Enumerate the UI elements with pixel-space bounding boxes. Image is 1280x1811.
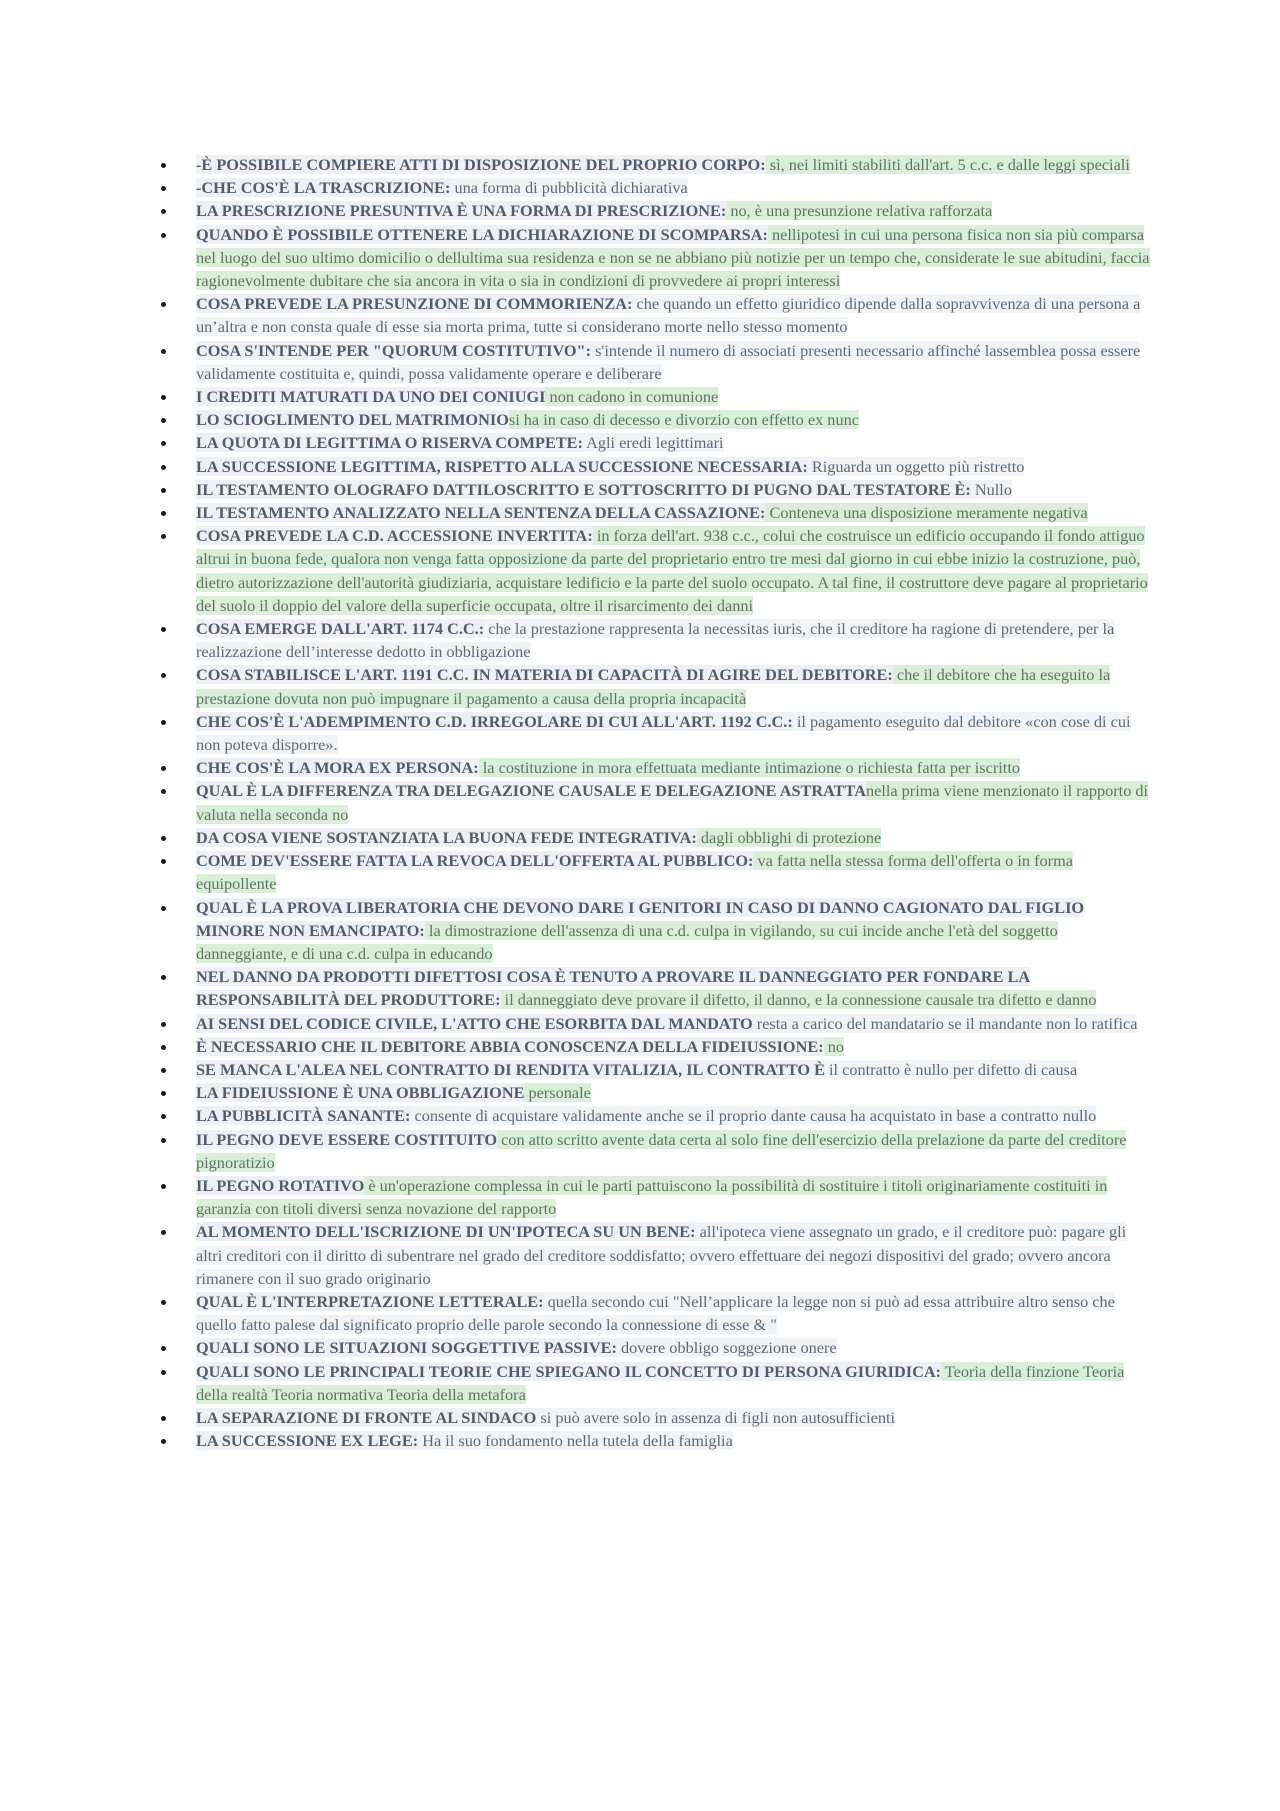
- list-item: [152, 1220, 1150, 1290]
- list-item: [152, 478, 1150, 501]
- list-item: [152, 385, 1150, 408]
- highlighted-answer-text: non cadono in comunione: [545, 387, 719, 407]
- question-text: COSA STABILISCE L'ART. 1191 C.C. IN MATERIA DI CAPACITÀ DI AGIRE DEL DEBITORE:: [196, 665, 893, 685]
- question-text: AI SENSI DEL CODICE CIVILE, L'ATTO CHE ESORBITA DAL MANDATO: [196, 1013, 753, 1033]
- bullet-icon: [161, 859, 166, 864]
- list-item: [152, 896, 1150, 966]
- question-text: IL PEGNO DEVE ESSERE COSTITUITO: [196, 1129, 498, 1149]
- list-item: [152, 1336, 1150, 1359]
- question-text: LA PRESCRIZIONE PRESUNTIVA È UNA FORMA DI PRESCRIZIONE:: [196, 201, 727, 221]
- list-item: [152, 176, 1150, 199]
- question-text: QUALI SONO LE PRINCIPALI TEORIE CHE SPIEGANO IL CONCETTO DI PERSONA GIURIDICA:: [196, 1361, 942, 1381]
- list-item: [152, 1360, 1150, 1406]
- highlighted-answer-text: dagli obblighi di protezione: [696, 827, 882, 847]
- question-text: LA SUCCESSIONE EX LEGE:: [196, 1431, 419, 1451]
- question-text: SE MANCA L'ALEA NEL CONTRATTO DI RENDITA VITALIZIA, IL CONTRATTO È: [196, 1059, 825, 1079]
- highlighted-answer-text: va fatta nella stessa forma dell'offerta o in forma equipollente: [196, 851, 1073, 894]
- question-text: COSA S'INTENDE PER "QUORUM COSTITUTIVO":: [196, 340, 591, 360]
- list-item: [152, 223, 1150, 293]
- list-item: [152, 431, 1150, 454]
- highlighted-answer-text: con atto scritto avente data certa al solo fine dell'esercizio della prelazione da parte del creditore pignoratizio: [196, 1129, 1127, 1172]
- bullet-icon: [161, 1091, 166, 1096]
- question-text: NEL DANNO DA PRODOTTI DIFETTOSI COSA È TENUTO A PROVARE IL DANNEGGIATO PER FONDARE LA RESPONSABILITÀ DEL PRODUTTORE:: [196, 967, 1031, 1010]
- bullet-icon: [161, 302, 166, 307]
- bullet-icon: [161, 1068, 166, 1073]
- bullet-icon: [161, 673, 166, 678]
- bullet-icon: [161, 488, 166, 493]
- bullet-icon: [161, 395, 166, 400]
- question-text: QUAL È LA PROVA LIBERATORIA CHE DEVONO DARE I GENITORI IN CASO DI DANNO CAGIONATO DAL FIGLIO MINORE NON EMANCIPATO:: [196, 897, 1085, 940]
- question-text: LA QUOTA DI LEGITTIMA O RISERVA COMPETE:: [196, 433, 583, 453]
- bullet-icon: [161, 720, 166, 725]
- list-item: [152, 153, 1150, 176]
- list-item: [152, 756, 1150, 779]
- answer-text: consente di acquistare validamente anche se il proprio dante causa ha acquistato in base a contratto nullo: [410, 1106, 1097, 1126]
- question-text: QUANDO È POSSIBILE OTTENERE LA DICHIARAZIONE DI SCOMPARSA:: [196, 224, 768, 244]
- list-item: [152, 501, 1150, 524]
- answer-text: dovere obbligo soggezione onere: [616, 1338, 837, 1358]
- bullet-icon: [161, 1439, 166, 1444]
- highlighted-answer-text: Conteneva una disposizione meramente negativa: [765, 503, 1088, 523]
- question-text: AL MOMENTO DELL'ISCRIZIONE DI UN'IPOTECA SU UN BENE:: [196, 1222, 696, 1242]
- answer-text: resta a carico del mandatario se il mandante non lo ratifica: [752, 1013, 1138, 1033]
- list-item: [152, 408, 1150, 431]
- highlighted-answer-text: sì, nei limiti stabiliti dall'art. 5 c.c. e dalle leggi speciali: [765, 155, 1130, 174]
- question-text: IL PEGNO ROTATIVO: [196, 1175, 365, 1195]
- bullet-icon: [161, 975, 166, 980]
- answer-text: Riguarda un oggetto più ristretto: [807, 456, 1025, 476]
- answer-text: quella secondo cui "Nell’applicare la legge non si può ad essa attribuire altro senso che quello fatto palese dal significato proprio delle parole secondo la connessione di esse & ": [196, 1291, 1115, 1335]
- bullet-icon: [161, 1114, 166, 1119]
- answer-text: s'intende il numero di associati presenti necessario affinché lassemblea possa essere validamente costituita e, quindi, possa validamente operare e deliberare: [196, 340, 1141, 383]
- highlighted-answer-text: si ha in caso di decesso e divorzio con effetto ex nunc: [508, 410, 859, 430]
- bullet-icon: [161, 1184, 166, 1189]
- answer-text: il contratto è nullo per difetto di causa: [824, 1059, 1078, 1079]
- list-item: [152, 1128, 1150, 1174]
- question-text: QUAL È L'INTERPRETAZIONE LETTERALE:: [196, 1291, 544, 1311]
- question-text: IL TESTAMENTO ANALIZZATO NELLA SENTENZA DELLA CASSAZIONE:: [196, 503, 766, 523]
- list-item: [152, 1290, 1150, 1336]
- answer-text: Agli eredi legittimari: [582, 433, 724, 453]
- list-item: [152, 779, 1150, 825]
- bullet-icon: [161, 766, 166, 771]
- list-item: [152, 1406, 1150, 1429]
- list-item: [152, 710, 1150, 756]
- bullet-icon: [161, 186, 166, 191]
- bullet-icon: [161, 1138, 166, 1143]
- list-item: [152, 1035, 1150, 1058]
- highlighted-answer-text: personale: [524, 1083, 591, 1103]
- question-text: LA FIDEIUSSIONE È UNA OBBLIGAZIONE: [196, 1083, 525, 1103]
- answer-text: che quando un effetto giuridico dipende dalla sopravvivenza di una persona a un’altra e non consta quale di esse sia morta prima, tutte si considerano morte nello stesso momento: [196, 294, 1141, 337]
- bullet-icon: [161, 511, 166, 516]
- list-item: [152, 965, 1150, 1011]
- question-text: LA SUCCESSIONE LEGITTIMA, RISPETTO ALLA SUCCESSIONE NECESSARIA:: [196, 456, 808, 476]
- highlighted-answer-text: la costituzione in mora effettuata mediante intimazione o richiesta fatta per iscritto: [478, 758, 1020, 778]
- highlighted-answer-text: è un'operazione complessa in cui le parti pattuiscono la possibilità di sostituire i titoli originariamente costituiti in garanzia con titoli diversi senza novazione del rapporto: [196, 1175, 1108, 1219]
- list-item: [152, 199, 1150, 222]
- question-text: È NECESSARIO CHE IL DEBITORE ABBIA CONOSCENZA DELLA FIDEIUSSIONE:: [196, 1036, 824, 1056]
- bullet-icon: [161, 1300, 166, 1305]
- list-item: [152, 1104, 1150, 1127]
- list-item: [152, 1081, 1150, 1104]
- highlighted-answer-text: no, è una presunzione relativa rafforzata: [726, 201, 993, 221]
- list-item: [152, 826, 1150, 849]
- answer-text: una forma di pubblicità dichiarativa: [450, 178, 688, 198]
- question-text: I CREDITI MATURATI DA UNO DEI CONIUGI: [196, 387, 546, 407]
- bullet-icon: [161, 163, 166, 168]
- question-text: CHE COS'È LA MORA EX PERSONA:: [196, 758, 479, 778]
- bullet-icon: [161, 1370, 166, 1375]
- highlighted-answer-text: il danneggiato deve provare il difetto, il danno, e la connessione causale tra difetto e danno: [500, 990, 1097, 1010]
- bullet-icon: [161, 1045, 166, 1050]
- list-item: [152, 339, 1150, 385]
- bullet-icon: [161, 1346, 166, 1351]
- list-item: [152, 849, 1150, 895]
- question-text: COSA PREVEDE LA PRESUNZIONE DI COMMORIENZA:: [196, 294, 633, 314]
- bullet-icon: [161, 465, 166, 470]
- bullet-icon: [161, 906, 166, 911]
- list-item: [152, 524, 1150, 617]
- qa-bullet-list: [152, 153, 1150, 1452]
- answer-text: si può avere solo in assenza di figli non autosufficienti: [536, 1407, 896, 1427]
- question-text: IL TESTAMENTO OLOGRAFO DATTILOSCRITTO E SOTTOSCRITTO DI PUGNO DAL TESTATORE È:: [196, 479, 971, 499]
- question-text: -CHE COS'È LA TRASCRIZIONE:: [196, 178, 451, 198]
- highlighted-answer-text: Teoria della finzione Teoria della realtà Teoria normativa Teoria della metafora: [196, 1361, 1125, 1404]
- bullet-icon: [161, 1230, 166, 1235]
- question-text: CHE COS'È L'ADEMPIMENTO C.D. IRREGOLARE DI CUI ALL'ART. 1192 C.C.:: [196, 711, 793, 731]
- question-text: COSA EMERGE DALL'ART. 1174 C.C.:: [196, 619, 485, 639]
- bullet-icon: [161, 349, 166, 354]
- bullet-icon: [161, 836, 166, 841]
- question-text: COME DEV'ESSERE FATTA LA REVOCA DELL'OFFERTA AL PUBBLICO:: [196, 851, 754, 871]
- question-text: LA PUBBLICITÀ SANANTE:: [196, 1106, 411, 1126]
- question-text: LO SCIOGLIMENTO DEL MATRIMONIO: [196, 410, 509, 430]
- question-text: QUALI SONO LE SITUAZIONI SOGGETTIVE PASSIVE:: [196, 1338, 617, 1358]
- answer-text: all'ipoteca viene assegnato un grado, e il creditore può: pagare gli altri creditori con il diritto di subentrare nel grado del creditore soddisfatto; ovvero effettuare dei negozi dispositivi del grado; ovvero ancora rimanere con il suo grado originario: [196, 1222, 1127, 1288]
- answer-text: che la prestazione rappresenta la necessitas iuris, che il creditore ha ragione di pretendere, per la realizzazione dell’interesse dedotto in obbligazione: [196, 619, 1115, 662]
- list-item: [152, 1429, 1150, 1452]
- bullet-icon: [161, 209, 166, 214]
- bullet-icon: [161, 627, 166, 632]
- question-text: DA COSA VIENE SOSTANZIATA LA BUONA FEDE INTEGRATIVA:: [196, 827, 697, 847]
- bullet-icon: [161, 418, 166, 423]
- list-item: [152, 455, 1150, 478]
- highlighted-answer-text: nellipotesi in cui una persona fisica non sia più comparsa nel luogo del suo ultimo domicilio o dellultima sua residenza e non se ne abbiano più notizie per un tempo che, considerate le sue abitudini, faccia ragionevolmente dubitare che sia ancora in vita o sia in condizioni di provvedere ai propri interessi: [196, 224, 1150, 291]
- highlighted-answer-text: in forza dell'art. 938 c.c., colui che costruisce un edificio occupando il fondo attiguo altrui in buona fede, qualora non venga fatta opposizione da parte del proprietario entro tre mesi dal giorno in cui ebbe inizio la costruzione, può, dietro autorizzazione dell'autorità giudiziaria, acquistare ledificio e la parte del suolo occupato. A tal fine, il costruttore deve pagare al proprietario del suolo il doppio del valore della superficie occupata, oltre il risarcimento dei danni: [196, 526, 1148, 615]
- highlighted-answer-text: nella prima viene menzionato il rapporto di valuta nella seconda no: [196, 781, 1149, 824]
- bullet-icon: [161, 441, 166, 446]
- question-text: -È POSSIBILE COMPIERE ATTI DI DISPOSIZIONE DEL PROPRIO CORPO:: [196, 155, 766, 174]
- question-text: QUAL È LA DIFFERENZA TRA DELEGAZIONE CAUSALE E DELEGAZIONE ASTRATTA: [196, 781, 866, 801]
- highlighted-answer-text: no: [823, 1036, 844, 1056]
- list-item: [152, 1012, 1150, 1035]
- answer-text: Nullo: [970, 479, 1012, 499]
- list-item: [152, 617, 1150, 663]
- bullet-icon: [161, 1416, 166, 1421]
- answer-text: Ha il suo fondamento nella tutela della famiglia: [418, 1431, 733, 1451]
- list-item: [152, 1174, 1150, 1220]
- highlighted-answer-text: la dimostrazione dell'assenza di una c.d. culpa in vigilando, su cui incide anche l'età del soggetto danneggiante, e di una c.d. culpa in educando: [196, 920, 1058, 963]
- answer-text: il pagamento eseguito dal debitore «con cose di cui non poteva disporre».: [196, 711, 1131, 755]
- bullet-icon: [161, 1022, 166, 1027]
- question-text: COSA PREVEDE LA C.D. ACCESSIONE INVERTITA:: [196, 526, 593, 546]
- bullet-icon: [161, 534, 166, 539]
- question-text: LA SEPARAZIONE DI FRONTE AL SINDACO: [196, 1407, 537, 1427]
- highlighted-answer-text: che il debitore che ha eseguito la prestazione dovuta non può impugnare il pagamento a causa della propria incapacità: [196, 665, 1111, 708]
- bullet-icon: [161, 789, 166, 794]
- list-item: [152, 1058, 1150, 1081]
- list-item: [152, 292, 1150, 338]
- list-item: [152, 663, 1150, 709]
- bullet-icon: [161, 233, 166, 238]
